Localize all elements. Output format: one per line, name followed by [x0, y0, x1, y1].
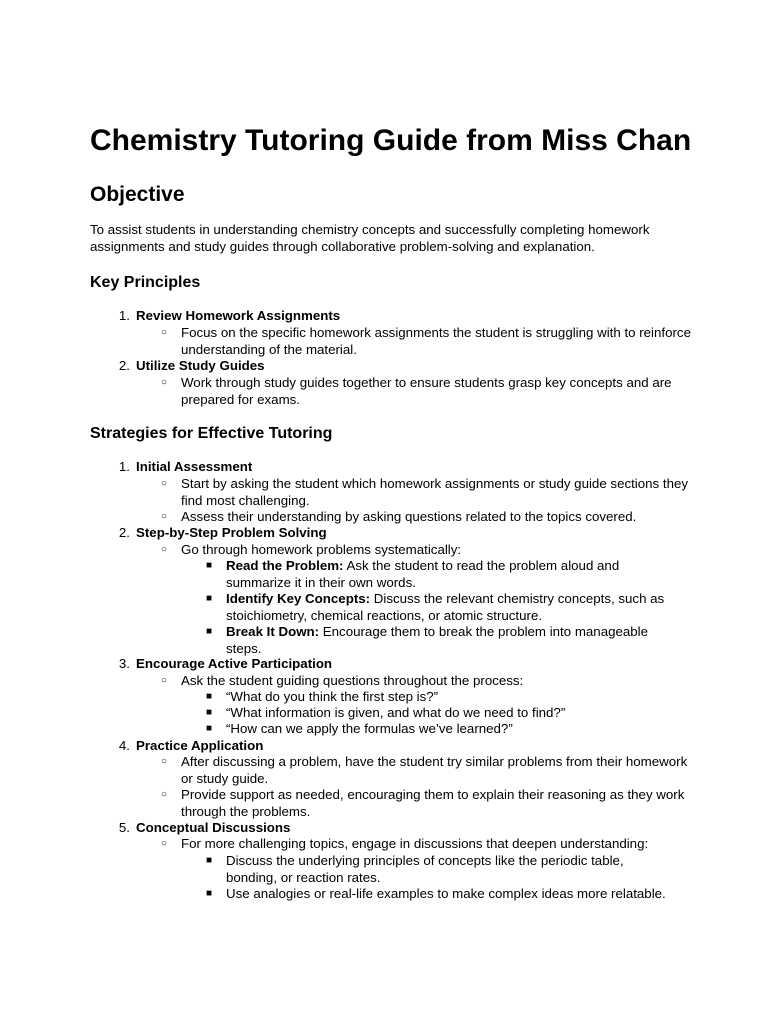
circle-bullet-icon: ○ [160, 756, 168, 767]
list-item [160, 836, 691, 853]
bullet-text: After discussing a problem, have the student try similar problems from their homework or study guide. [181, 754, 688, 786]
square-bullet-icon: ■ [205, 888, 213, 899]
bullet-text: “What information is given, and what do we need to find?” [226, 705, 566, 720]
square-bullet-icon: ■ [205, 593, 213, 604]
list-number: 1. [118, 308, 130, 323]
objective-text: To assist students in understanding chemistry concepts and successfully completing homework assignments and study guides through collaborative problem-solving and explanation. [90, 222, 650, 254]
list-item [160, 542, 691, 559]
list-item [205, 558, 676, 591]
bullet-text: “What do you think the first step is?” [226, 689, 439, 704]
square-bullet-icon: ■ [205, 691, 213, 702]
bullet-text: Use analogies or real-life examples to make complex ideas more relatable. [226, 886, 666, 901]
list-item-title: Practice Application [136, 738, 264, 753]
list-item [118, 358, 696, 375]
list-number: 5. [118, 820, 130, 835]
bullet-text: Start by asking the student which homework assignments or study guide sections they find most challenging. [181, 476, 689, 508]
bullet-text: Focus on the specific homework assignments the student is struggling with to reinforce understanding of the material. [181, 325, 691, 357]
bullet-text: Go through homework problems systematically: [181, 542, 462, 557]
bullet-text: Encourage them to break the problem into manageable steps. [226, 624, 649, 656]
bullet-text: Provide support as needed, encouraging them to explain their reasoning as they work through the problems. [181, 787, 685, 819]
list-item [205, 624, 676, 657]
square-bullet-icon: ■ [205, 707, 213, 718]
key-principles-heading: Key Principles [90, 274, 201, 291]
bullet-text: Ask the student guiding questions throughout the process: [181, 673, 524, 688]
list-item [160, 673, 691, 690]
list-item [118, 656, 696, 673]
bullet-text: For more challenging topics, engage in discussions that deepen understanding: [181, 836, 649, 851]
list-item [160, 375, 691, 408]
circle-bullet-icon: ○ [160, 327, 168, 338]
list-item [205, 721, 676, 738]
list-item-title: Step-by-Step Problem Solving [136, 525, 327, 540]
list-item [160, 509, 691, 526]
list-item-title: Initial Assessment [136, 459, 253, 474]
bullet-text: Work through study guides together to ensure students grasp key concepts and are prepared for exams. [181, 375, 672, 407]
square-bullet-icon: ■ [205, 723, 213, 734]
document-title: Chemistry Tutoring Guide from Miss Chan [90, 124, 692, 157]
bullet-label: Break It Down: [226, 624, 320, 639]
list-number: 3. [118, 656, 130, 671]
list-number: 2. [118, 525, 130, 540]
list-item [118, 738, 696, 755]
list-item-title: Review Homework Assignments [136, 308, 341, 323]
list-item [118, 459, 696, 476]
list-item [205, 886, 676, 903]
list-number: 4. [118, 738, 130, 753]
list-item-title: Conceptual Discussions [136, 820, 291, 835]
list-item [160, 754, 691, 787]
square-bullet-icon: ■ [205, 626, 213, 637]
bullet-text: Discuss the relevant chemistry concepts, such as stoichiometry, chemical reactions, or atomic structure. [226, 591, 665, 623]
bullet-text: Ask the student to read the problem aloud and summarize it in their own words. [226, 558, 620, 590]
bullet-text: Discuss the underlying principles of concepts like the periodic table, bonding, or reaction rates. [226, 853, 624, 885]
strategies-heading: Strategies for Effective Tutoring [90, 425, 333, 442]
circle-bullet-icon: ○ [160, 789, 168, 800]
list-item [205, 705, 676, 722]
list-item [118, 308, 696, 325]
list-item [205, 853, 676, 886]
list-item [160, 787, 691, 820]
circle-bullet-icon: ○ [160, 544, 168, 555]
list-number: 1. [118, 459, 130, 474]
list-item-title: Encourage Active Participation [136, 656, 333, 671]
list-item-title: Utilize Study Guides [136, 358, 265, 373]
list-item [118, 525, 696, 542]
circle-bullet-icon: ○ [160, 838, 168, 849]
bullet-text: “How can we apply the formulas we’ve learned?” [226, 721, 513, 736]
list-item [160, 476, 691, 509]
bullet-text: Assess their understanding by asking questions related to the topics covered. [181, 509, 637, 524]
bullet-label: Read the Problem: [226, 558, 344, 573]
objective-heading: Objective [90, 183, 185, 206]
list-item [160, 325, 691, 358]
circle-bullet-icon: ○ [160, 377, 168, 388]
list-item [118, 820, 696, 837]
list-item [205, 591, 676, 624]
circle-bullet-icon: ○ [160, 675, 168, 686]
list-number: 2. [118, 358, 130, 373]
bullet-label: Identify Key Concepts: [226, 591, 371, 606]
square-bullet-icon: ■ [205, 560, 213, 571]
circle-bullet-icon: ○ [160, 511, 168, 522]
square-bullet-icon: ■ [205, 855, 213, 866]
list-item [205, 689, 676, 706]
circle-bullet-icon: ○ [160, 478, 168, 489]
